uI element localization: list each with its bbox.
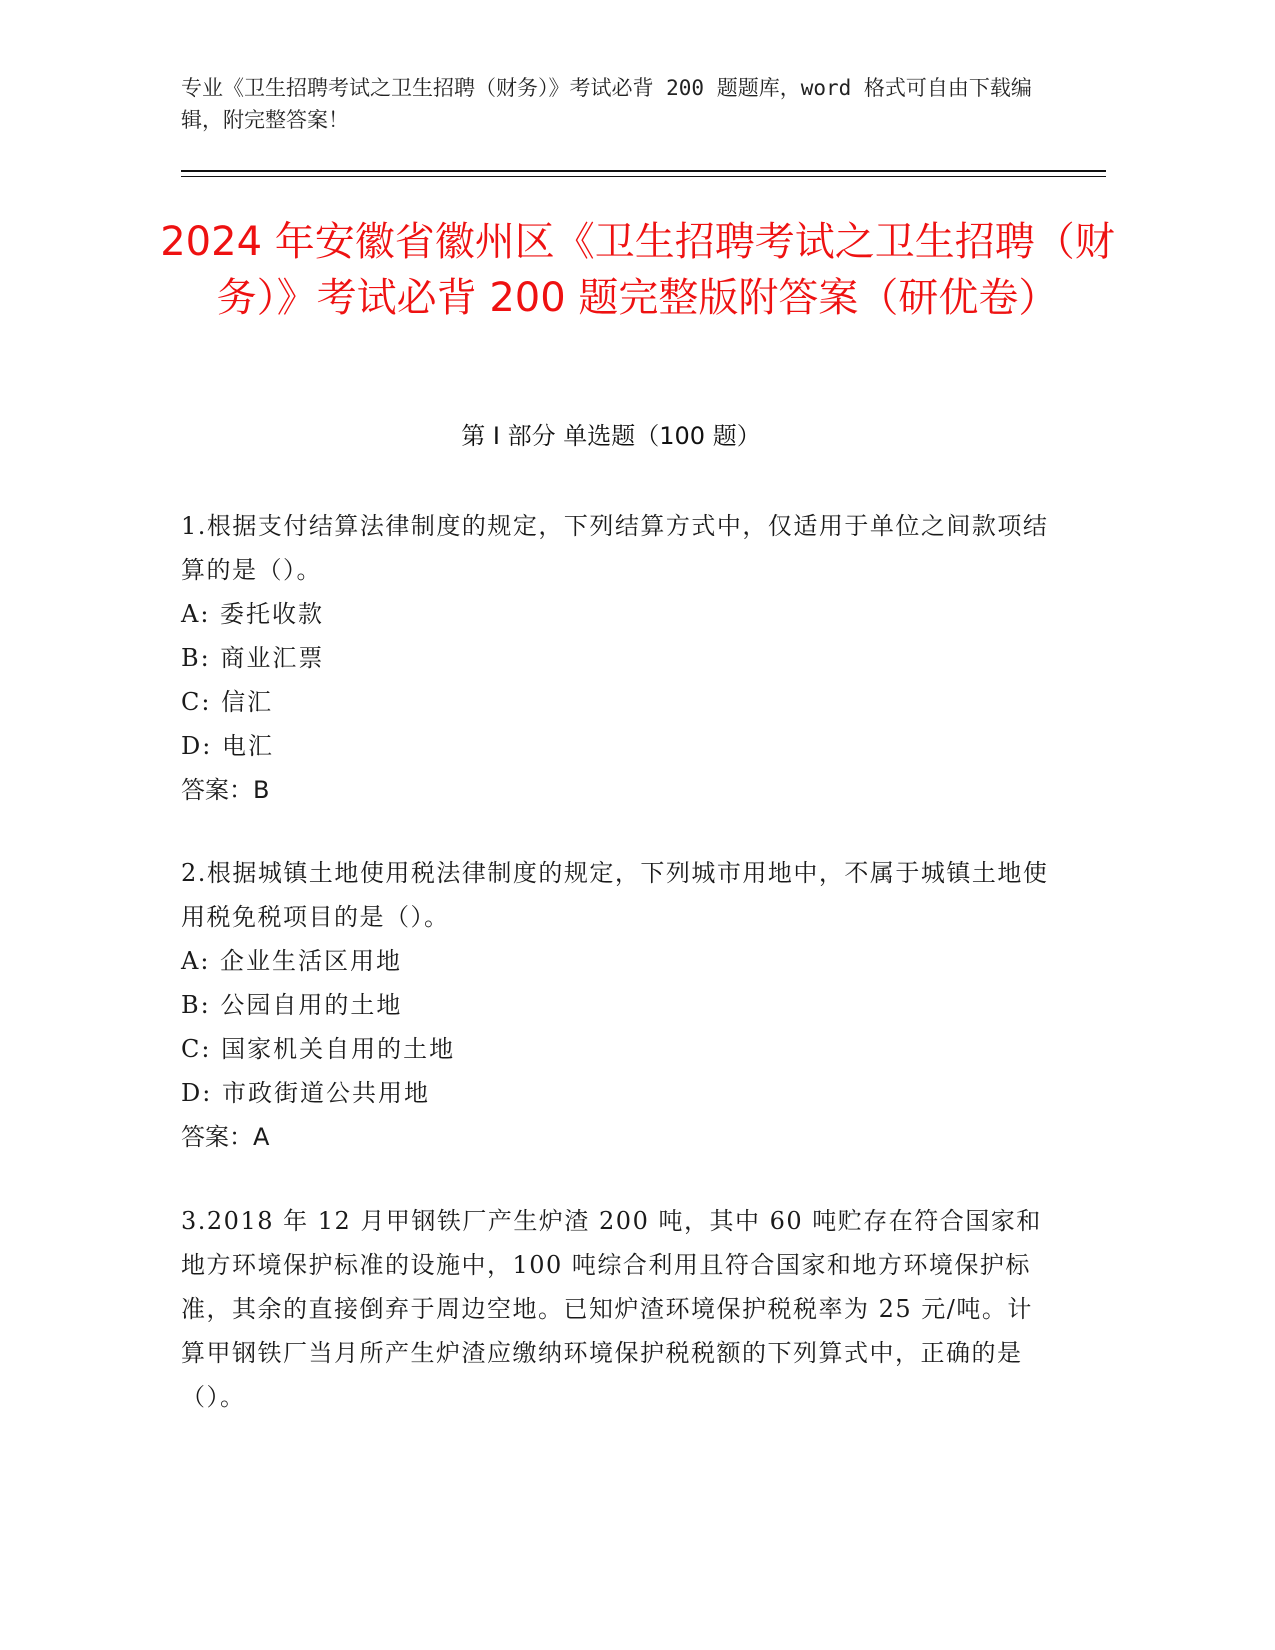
question-stem: 3.2018 年 12 月甲钢铁厂产生炉渣 200 吨，其中 60 吨贮存在符合国家和地方环境保护标准的设施中，100 吨综合利用且符合国家和地方环境保护标准，其余的直接倒弃于周边空地。已知炉渣环境保护税税率为 25 元/吨。计算甲钢铁厂当月所产生炉渣应缴纳环境保护税税额的下列算式中，正确的是（）。 [181, 1207, 1042, 1411]
question-stem: 1.根据支付结算法律制度的规定，下列结算方式中，仅适用于单位之间款项结算的是（）。 [181, 512, 1049, 584]
question-1 [181, 504, 1051, 812]
header-divider-thin [181, 176, 1106, 177]
section-title: 第 I 部分 单选题（100 题） [461, 422, 761, 450]
option-c: C: 信汇 [181, 688, 274, 716]
option-a: A: 企业生活区用地 [181, 947, 403, 975]
question-2 [181, 851, 1051, 1159]
question-stem: 2.根据城镇土地使用税法律制度的规定，下列城市用地中，不属于城镇土地使用税免税项目的是（）。 [181, 859, 1049, 931]
option-b: B: 商业汇票 [181, 644, 325, 672]
option-d: D: 电汇 [181, 732, 274, 760]
question-3 [181, 1199, 1051, 1419]
header-note: 专业《卫生招聘考试之卫生招聘（财务）》考试必背 200 题题库，word 格式可自由下载编辑，附完整答案！ [181, 76, 1032, 132]
answer: 答案：A [181, 1123, 270, 1151]
document-title: 2024 年安徽省徽州区《卫生招聘考试之卫生招聘（财务）》考试必背 200 题完整版附答案（研优卷） [160, 219, 1115, 321]
header-divider [181, 170, 1106, 172]
option-a: A: 委托收款 [181, 600, 325, 628]
option-b: B: 公园自用的土地 [181, 991, 403, 1019]
answer: 答案：B [181, 776, 270, 804]
option-d: D: 市政街道公共用地 [181, 1079, 430, 1107]
option-c: C: 国家机关自用的土地 [181, 1035, 456, 1063]
